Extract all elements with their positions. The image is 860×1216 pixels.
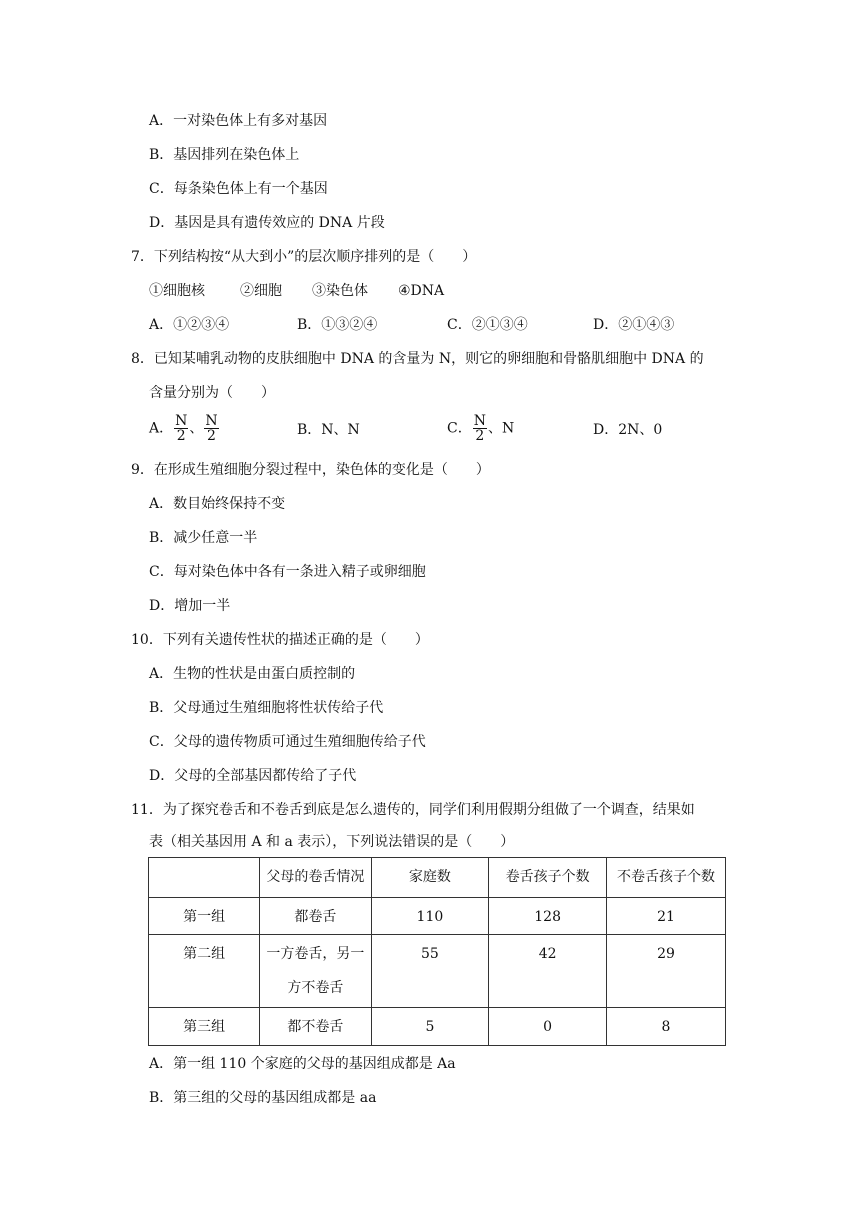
- q7-item: ④DNA: [398, 283, 445, 299]
- table-cell-nonrolling: 21: [607, 898, 726, 935]
- q7-option-a: A．①②③④: [149, 317, 230, 333]
- table-cell-group: 第二组: [149, 935, 260, 1008]
- fraction-numerator: N: [473, 413, 486, 429]
- table-header-cell: 卷舌孩子个数: [489, 858, 607, 898]
- q9-stem: 9．在形成生殖细胞分裂过程中，染色体的变化是（ ）: [131, 462, 490, 478]
- q6-option-c: C．每条染色体上有一个基因: [149, 181, 328, 197]
- table-cell-families: 5: [371, 1008, 489, 1046]
- table-header-cell: [149, 858, 260, 898]
- q7-item: ②细胞: [240, 283, 282, 299]
- fraction-n-over-2: [473, 414, 487, 443]
- q8-stem-line2: 含量分别为（ ）: [149, 385, 275, 401]
- table-cell-parents: 都卷舌: [260, 898, 371, 935]
- q10-option-b: B．父母通过生殖细胞将性状传给子代: [149, 700, 384, 716]
- q8-option-c: [447, 414, 514, 443]
- table-cell-rolling: 128: [489, 898, 607, 935]
- q11-option-b: B．第三组的父母的基因组成都是 aa: [149, 1090, 377, 1106]
- table-cell-rolling: 42: [489, 935, 607, 1008]
- q10-option-d: D．父母的全部基因都传给了子代: [149, 768, 357, 784]
- q8-stem-line1: 8．已知某哺乳动物的皮肤细胞中 DNA 的含量为 N，则它的卵细胞和骨骼肌细胞中 DNA 的: [131, 351, 704, 367]
- q9-option-a: A．数目始终保持不变: [149, 496, 286, 512]
- table-cell-rolling: 0: [489, 1008, 607, 1046]
- fraction-numerator: N: [205, 413, 218, 429]
- q9-option-c: C．每对染色体中各有一条进入精子或卵细胞: [149, 564, 426, 580]
- q8-option-a: [149, 414, 220, 443]
- table-row: [149, 935, 726, 1008]
- table-cell-group: 第一组: [149, 898, 260, 935]
- fraction-denominator: 2: [475, 428, 485, 444]
- q6-option-a: A．一对染色体上有多对基因: [149, 113, 328, 129]
- table-header-cell: 父母的卷舌情况: [260, 858, 371, 898]
- q6-option-b: B．基因排列在染色体上: [149, 147, 300, 163]
- q6-option-d: D．基因是具有遗传效应的 DNA 片段: [149, 215, 385, 231]
- table-cell-group: 第三组: [149, 1008, 260, 1046]
- table-header-row: [149, 858, 726, 898]
- table-cell-parents: 都不卷舌: [260, 1008, 371, 1046]
- table-cell-nonrolling: 8: [607, 1008, 726, 1046]
- separator: 、: [189, 420, 204, 437]
- table-cell-families: 110: [371, 898, 489, 935]
- q10-stem: 10．下列有关遗传性状的描述正确的是（ ）: [131, 632, 429, 648]
- q10-option-a: A．生物的性状是由蛋白质控制的: [149, 666, 356, 682]
- q11-stem-line1: 11．为了探究卷舌和不卷舌到底是怎么遗传的，同学们利用假期分组做了一个调查，结果如: [131, 802, 695, 818]
- table-cell-parents-line: 一方卷舌，另一: [266, 946, 365, 962]
- q9-option-b: B．减少任意一半: [149, 530, 258, 546]
- q7-option-b: B．①③②④: [297, 317, 378, 333]
- q10-option-c: C．父母的遗传物质可通过生殖细胞传给子代: [149, 734, 426, 750]
- table-header-cell: 不卷舌孩子个数: [607, 858, 726, 898]
- q8-option-d: D．2N、0: [593, 422, 663, 438]
- q8-option-c-prefix: C．: [447, 420, 472, 437]
- q7-stem: 7．下列结构按“从大到小”的层次顺序排列的是（ ）: [131, 249, 477, 265]
- fraction-n-over-2: [174, 414, 188, 443]
- q11-stem-line2: 表（相关基因用 A 和 a 表示），下列说法错误的是（ ）: [149, 834, 515, 850]
- fraction-n-over-2: [204, 414, 218, 443]
- fraction-denominator: 2: [176, 428, 186, 444]
- table-row: [149, 1008, 726, 1046]
- q7-item: ③染色体: [312, 283, 368, 299]
- q11-option-a: A．第一组 110 个家庭的父母的基因组成都是 Aa: [149, 1056, 456, 1072]
- table-cell-families: 55: [371, 935, 489, 1008]
- table-cell-parents-line: 方不卷舌: [287, 980, 344, 996]
- q8-option-a-prefix: A．: [149, 420, 174, 437]
- table-header-cell: 家庭数: [371, 858, 489, 898]
- table-row: [149, 898, 726, 935]
- table-cell-parents: [260, 935, 371, 1008]
- q7-option-c: C．②①③④: [447, 317, 528, 333]
- survey-table: [148, 857, 726, 1046]
- q8-option-b: B．N、N: [297, 422, 360, 438]
- table-cell-nonrolling: 29: [607, 935, 726, 1008]
- q7-item: ①细胞核: [149, 283, 205, 299]
- fraction-numerator: N: [175, 413, 188, 429]
- q9-option-d: D．增加一半: [149, 598, 231, 614]
- fraction-denominator: 2: [207, 428, 216, 444]
- q7-option-d: D．②①④③: [593, 317, 675, 333]
- q8-option-c-suffix: 、N: [487, 420, 515, 437]
